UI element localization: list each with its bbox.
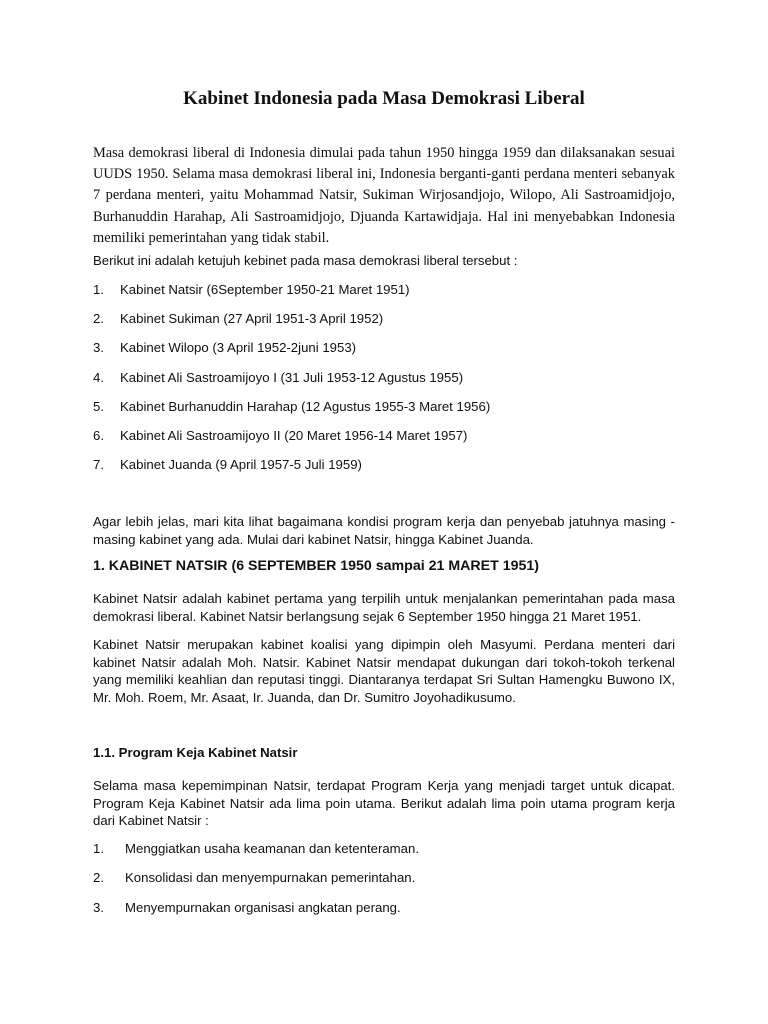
- list-item-number: 5.: [93, 399, 104, 414]
- transition-paragraph: Agar lebih jelas, mari kita lihat bagaimana kondisi program kerja dan penyebab jatuhnya masing -masing kabinet yang ada. Mulai dari kabinet Natsir, hingga Kabinet Juanda.: [93, 514, 675, 547]
- list-item-number: 4.: [93, 370, 104, 385]
- list-item-text: Kabinet Juanda (9 April 1957-5 Juli 1959): [120, 457, 362, 472]
- list-item-number: 3.: [93, 900, 104, 915]
- list-item-text: Kabinet Natsir (6September 1950-21 Maret 1951): [120, 282, 410, 297]
- list-item-number: 1.: [93, 841, 104, 856]
- list-item-text: Konsolidasi dan menyempurnakan pemerintahan.: [125, 870, 416, 885]
- list-item-number: 7.: [93, 457, 104, 472]
- list-item-number: 1.: [93, 282, 104, 297]
- list-item-number: 6.: [93, 428, 104, 443]
- document-title: Kabinet Indonesia pada Masa Demokrasi Liberal: [183, 88, 585, 109]
- list-item-text: Kabinet Ali Sastroamijoyo II (20 Maret 1956-14 Maret 1957): [120, 428, 468, 443]
- list-item-number: 2.: [93, 870, 104, 885]
- list-item-text: Menggiatkan usaha keamanan dan ketenteraman.: [125, 841, 419, 856]
- list-item-text: Menyempurnakan organisasi angkatan perang.: [125, 900, 401, 915]
- list-item-text: Kabinet Sukiman (27 April 1951-3 April 1952): [120, 311, 384, 326]
- subsection-paragraph: Selama masa kepemimpinan Natsir, terdapat Program Kerja yang menjadi target untuk dicapat. Program Keja Kabinet Natsir ada lima poin utama. Berikut adalah lima poin utama program kerja dari Kabinet Natsir :: [93, 778, 675, 828]
- list-item-text: Kabinet Ali Sastroamijoyo I (31 Juli 1953-12 Agustus 1955): [120, 370, 464, 385]
- section-paragraph: Kabinet Natsir merupakan kabinet koalisi yang dipimpin oleh Masyumi. Perdana menteri dari kabinet Natsir adalah Moh. Natsir. Kabinet Natsir mendapat dukungan dari tokoh-tokoh terkenal yang memiliki keahlian dan reputasi tinggi. Diantaranya terdapat Sri Sultan Hamengku Buwono IX, Mr. Moh. Roem, Mr. Asaat, Ir. Juanda, dan Dr. Sumitro Joyohadikusumo.: [93, 637, 675, 705]
- intro-paragraph: Masa demokrasi liberal di Indonesia dimulai pada tahun 1950 hingga 1959 dan dilaksanakan sesuai UUDS 1950. Selama masa demokrasi liberal ini, Indonesia berganti-ganti perdana menteri sebanyak 7 perdana menteri, yaitu Mohammad Natsir, Sukiman Wirjosandjojo, Wilopo, Ali Sastroamidjojo, Burhanuddin Harahap, Ali Sastroamidjojo, Djuanda Kartawidjaja. Hal ini menyebabkan Indonesia memiliki pemerintahan yang tidak stabil.: [93, 145, 675, 246]
- list-item-number: 2.: [93, 311, 104, 326]
- list-item-text: Kabinet Wilopo (3 April 1952-2juni 1953): [120, 340, 357, 355]
- list-intro: Berikut ini adalah ketujuh kebinet pada masa demokrasi liberal tersebut :: [93, 253, 518, 268]
- list-item-text: Kabinet Burhanuddin Harahap (12 Agustus 1955-3 Maret 1956): [120, 399, 491, 414]
- section-heading: 1. KABINET NATSIR (6 SEPTEMBER 1950 sampai 21 MARET 1951): [93, 558, 539, 574]
- list-item-number: 3.: [93, 340, 104, 355]
- subsection-heading: 1.1. Program Keja Kabinet Natsir: [93, 745, 298, 760]
- section-paragraph: Kabinet Natsir adalah kabinet pertama yang terpilih untuk menjalankan pemerintahan pada masa demokrasi liberal. Kabinet Natsir berlangsung sejak 6 September 1950 hingga 21 Maret 1951.: [93, 591, 675, 624]
